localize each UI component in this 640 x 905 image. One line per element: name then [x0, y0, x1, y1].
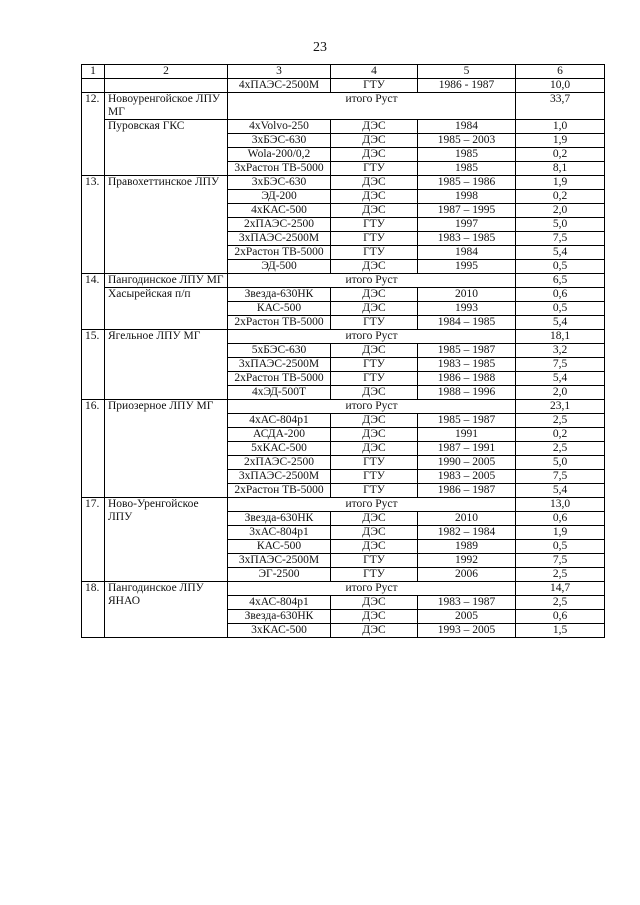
continuation-row: [82, 79, 605, 93]
equipment-cell: 2хРастон ТВ-5000: [228, 372, 331, 386]
type-cell: ДЭС: [331, 302, 418, 316]
power-cell: 1,0: [516, 120, 605, 134]
total-power-cell: 33,7: [516, 93, 605, 120]
table-row: [82, 330, 605, 344]
type-cell: ДЭС: [331, 442, 418, 456]
type-cell: ГТУ: [331, 554, 418, 568]
page-number: 23: [313, 40, 327, 55]
power-cell: 5,4: [516, 372, 605, 386]
type-cell: ДЭС: [331, 134, 418, 148]
years-cell: 2005: [418, 610, 516, 624]
type-cell: ГТУ: [331, 470, 418, 484]
power-cell: 7,5: [516, 232, 605, 246]
power-cell: 10,0: [516, 79, 605, 93]
equipment-cell: 2хРастон ТВ-5000: [228, 484, 331, 498]
equipment-cell: 4хVolvo-250: [228, 120, 331, 134]
years-cell: 1984 – 1985: [418, 316, 516, 330]
total-power-cell: 14,7: [516, 582, 605, 596]
power-cell: 3,2: [516, 344, 605, 358]
power-cell: 0,2: [516, 428, 605, 442]
type-cell: ГТУ: [331, 246, 418, 260]
row-number-cell: [82, 79, 105, 93]
power-cell: 0,6: [516, 288, 605, 302]
type-cell: ДЭС: [331, 624, 418, 638]
type-cell: ГТУ: [331, 358, 418, 372]
equipment-cell: 5хБЭС-630: [228, 344, 331, 358]
years-cell: 1984: [418, 246, 516, 260]
equipment-cell: Звезда-630НК: [228, 512, 331, 526]
header-cell: 4: [331, 65, 418, 79]
type-cell: ДЭС: [331, 120, 418, 134]
equipment-cell: Wola-200/0,2: [228, 148, 331, 162]
equipment-cell: 4хКАС-500: [228, 204, 331, 218]
years-cell: 1985: [418, 148, 516, 162]
equipment-cell: ЭГ-2500: [228, 568, 331, 582]
years-cell: 1985: [418, 162, 516, 176]
equipment-cell: Звезда-630НК: [228, 288, 331, 302]
equipment-cell: 4хАС-804р1: [228, 414, 331, 428]
power-cell: 5,4: [516, 246, 605, 260]
type-cell: ДЭС: [331, 414, 418, 428]
total-label-cell: итого Руст: [228, 93, 516, 120]
type-cell: ДЭС: [331, 526, 418, 540]
object-name-cell: Пангодинское ЛПУ ЯНАО: [105, 582, 228, 638]
power-cell: 2,5: [516, 596, 605, 610]
power-cell: 5,0: [516, 218, 605, 232]
power-cell: 7,5: [516, 554, 605, 568]
equipment-cell: 4хЭД-500Т: [228, 386, 331, 400]
power-cell: 7,5: [516, 358, 605, 372]
power-cell: 1,9: [516, 176, 605, 190]
years-cell: 1987 – 1995: [418, 204, 516, 218]
equipment-cell: 2хРастон ТВ-5000: [228, 316, 331, 330]
type-cell: ДЭС: [331, 190, 418, 204]
equipment-cell: АСДА-200: [228, 428, 331, 442]
total-power-cell: 6,5: [516, 274, 605, 288]
years-cell: 2010: [418, 288, 516, 302]
equipment-cell: 3хАС-804р1: [228, 526, 331, 540]
table-row: [82, 400, 605, 414]
equipment-cell: 3хПАЭС-2500М: [228, 470, 331, 484]
years-cell: 1986 – 1987: [418, 484, 516, 498]
power-cell: 2,5: [516, 442, 605, 456]
years-cell: 1985 – 1987: [418, 414, 516, 428]
power-cell: 5,0: [516, 456, 605, 470]
type-cell: ГТУ: [331, 456, 418, 470]
type-cell: ГТУ: [331, 162, 418, 176]
total-label-cell: итого Руст: [228, 582, 516, 596]
header-cell: 5: [418, 65, 516, 79]
equipment-cell: ЭД-200: [228, 190, 331, 204]
power-cell: 2,5: [516, 568, 605, 582]
equipment-cell: 4хАС-804р1: [228, 596, 331, 610]
object-name-cell: Пуровская ГКС: [105, 120, 228, 176]
object-name-cell: Приозерное ЛПУ МГ: [105, 400, 228, 498]
object-name-cell: Пангодинское ЛПУ МГ: [105, 274, 228, 288]
table-row: [82, 582, 605, 596]
type-cell: ДЭС: [331, 596, 418, 610]
total-label-cell: итого Руст: [228, 498, 516, 512]
years-cell: 1987 – 1991: [418, 442, 516, 456]
years-cell: 1993: [418, 302, 516, 316]
type-cell: ГТУ: [331, 79, 418, 93]
years-cell: 1990 – 2005: [418, 456, 516, 470]
equipment-cell: КАС-500: [228, 540, 331, 554]
years-cell: 1998: [418, 190, 516, 204]
table-row: [82, 274, 605, 288]
type-cell: ГТУ: [331, 568, 418, 582]
power-cell: 0,5: [516, 540, 605, 554]
row-number-cell: 16.: [82, 400, 105, 498]
row-number-cell: 15.: [82, 330, 105, 400]
total-power-cell: 18,1: [516, 330, 605, 344]
total-power-cell: 23,1: [516, 400, 605, 414]
header-cell: 2: [105, 65, 228, 79]
type-cell: ГТУ: [331, 372, 418, 386]
total-power-cell: 13,0: [516, 498, 605, 512]
power-plants-table: [81, 64, 605, 638]
equipment-cell: 3хПАЭС-2500М: [228, 554, 331, 568]
years-cell: 1995: [418, 260, 516, 274]
object-name-cell: Хасырейская п/п: [105, 288, 228, 330]
type-cell: ДЭС: [331, 386, 418, 400]
table-row: [82, 176, 605, 190]
equipment-cell: КАС-500: [228, 302, 331, 316]
years-cell: 1991: [418, 428, 516, 442]
years-cell: 1986 – 1988: [418, 372, 516, 386]
table-row: [82, 498, 605, 512]
object-name-cell: Ягельное ЛПУ МГ: [105, 330, 228, 400]
years-cell: 1986 - 1987: [418, 79, 516, 93]
power-cell: 0,5: [516, 260, 605, 274]
row-number-cell: 18.: [82, 582, 105, 638]
type-cell: ГТУ: [331, 232, 418, 246]
type-cell: ДЭС: [331, 428, 418, 442]
years-cell: 1988 – 1996: [418, 386, 516, 400]
equipment-cell: 2хРастон ТВ-5000: [228, 246, 331, 260]
years-cell: 2010: [418, 512, 516, 526]
years-cell: 1992: [418, 554, 516, 568]
power-cell: 2,0: [516, 386, 605, 400]
years-cell: 1983 – 1987: [418, 596, 516, 610]
total-label-cell: итого Руст: [228, 400, 516, 414]
object-name-cell: Новоуренгойское ЛПУ МГ: [105, 93, 228, 120]
type-cell: ГТУ: [331, 218, 418, 232]
power-cell: 8,1: [516, 162, 605, 176]
type-cell: ДЭС: [331, 148, 418, 162]
power-cell: 0,6: [516, 610, 605, 624]
row-number-cell: 14.: [82, 274, 105, 330]
power-cell: 5,4: [516, 484, 605, 498]
years-cell: 1989: [418, 540, 516, 554]
equipment-cell: 4хПАЭС-2500М: [228, 79, 331, 93]
power-cell: 0,6: [516, 512, 605, 526]
type-cell: ГТУ: [331, 316, 418, 330]
type-cell: ДЭС: [331, 204, 418, 218]
power-cell: 0,2: [516, 190, 605, 204]
years-cell: 1982 – 1984: [418, 526, 516, 540]
table-row: [82, 288, 605, 302]
years-cell: 2006: [418, 568, 516, 582]
table-row: [82, 120, 605, 134]
row-number-cell: 17.: [82, 498, 105, 582]
power-cell: 1,5: [516, 624, 605, 638]
type-cell: ДЭС: [331, 512, 418, 526]
object-name-cell: Ново-Уренгойское ЛПУ: [105, 498, 228, 582]
equipment-cell: Звезда-630НК: [228, 610, 331, 624]
type-cell: ДЭС: [331, 176, 418, 190]
equipment-cell: 2хПАЭС-2500: [228, 456, 331, 470]
header-cell: 1: [82, 65, 105, 79]
power-cell: 2,0: [516, 204, 605, 218]
years-cell: 1985 – 1986: [418, 176, 516, 190]
years-cell: 1997: [418, 218, 516, 232]
type-cell: ДЭС: [331, 540, 418, 554]
equipment-cell: 3хПАЭС-2500М: [228, 358, 331, 372]
type-cell: ДЭС: [331, 288, 418, 302]
type-cell: ГТУ: [331, 484, 418, 498]
header-cell: 3: [228, 65, 331, 79]
years-cell: 1983 – 1985: [418, 358, 516, 372]
equipment-cell: 3хБЭС-630: [228, 176, 331, 190]
equipment-cell: 3хКАС-500: [228, 624, 331, 638]
object-name-cell: Правохеттинское ЛПУ: [105, 176, 228, 274]
equipment-cell: 3хПАЭС-2500М: [228, 232, 331, 246]
total-label-cell: итого Руст: [228, 274, 516, 288]
power-cell: 0,5: [516, 302, 605, 316]
power-cell: 2,5: [516, 414, 605, 428]
years-cell: 1983 – 2005: [418, 470, 516, 484]
row-number-cell: 12.: [82, 93, 105, 176]
years-cell: 1983 – 1985: [418, 232, 516, 246]
power-cell: 1,9: [516, 526, 605, 540]
years-cell: 1993 – 2005: [418, 624, 516, 638]
years-cell: 1985 – 2003: [418, 134, 516, 148]
row-number-cell: 13.: [82, 176, 105, 274]
equipment-cell: 2хПАЭС-2500: [228, 218, 331, 232]
header-row: [82, 65, 605, 79]
header-cell: 6: [516, 65, 605, 79]
equipment-cell: 3хРастон ТВ-5000: [228, 162, 331, 176]
equipment-cell: 3хБЭС-630: [228, 134, 331, 148]
years-cell: 1985 – 1987: [418, 344, 516, 358]
power-cell: 0,2: [516, 148, 605, 162]
equipment-cell: ЭД-500: [228, 260, 331, 274]
power-cell: 5,4: [516, 316, 605, 330]
power-cell: 1,9: [516, 134, 605, 148]
power-cell: 7,5: [516, 470, 605, 484]
type-cell: ДЭС: [331, 344, 418, 358]
object-name-cell: [105, 79, 228, 93]
equipment-cell: 5хКАС-500: [228, 442, 331, 456]
type-cell: ДЭС: [331, 260, 418, 274]
years-cell: 1984: [418, 120, 516, 134]
type-cell: ДЭС: [331, 610, 418, 624]
total-label-cell: итого Руст: [228, 330, 516, 344]
table-row: [82, 93, 605, 120]
